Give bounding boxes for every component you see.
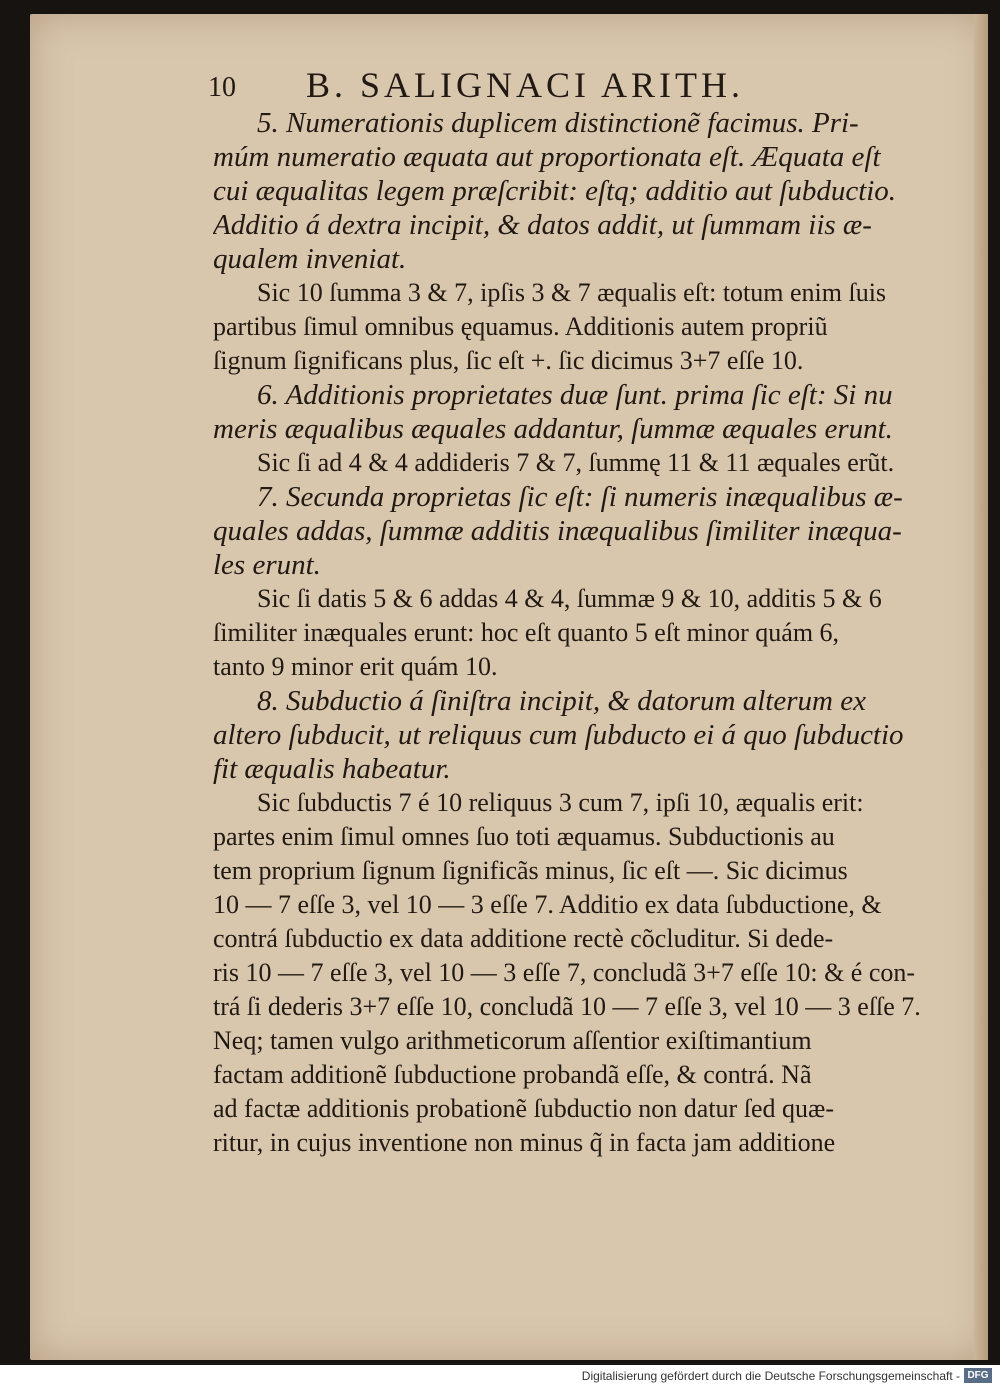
text-line: tem proprium ſignum ſignificãs minus, ſic eſt —. Sic dicimus xyxy=(213,856,848,885)
text-line: Sic 10 ſumma 3 & 7, ipſis 3 & 7 æqualis eſt: totum enim ſuis xyxy=(257,278,887,307)
text-line: 8. Subductio á ſiniſtra incipit, & datorum alterum ex xyxy=(257,685,866,717)
text-line: 10 — 7 eſſe 3, vel 10 — 3 eſſe 7. Additio ex data ſubductione, & xyxy=(213,890,882,919)
body-text xyxy=(213,106,923,1160)
text-line: Sic ſi ad 4 & 4 addideris 7 & 7, ſummę 11 & 11 æquales erũt. xyxy=(257,448,895,477)
footer-bar xyxy=(0,1365,1000,1387)
text-line: meris æqualibus æquales addantur, ſummæ æquales erunt. xyxy=(213,413,893,445)
text-line: qualem inveniat. xyxy=(213,243,407,275)
text-line: ſimiliter inæquales erunt: hoc eſt quanto 5 eſt minor quám 6, xyxy=(213,618,840,647)
text-line: factam additionẽ ſubductione probandã eſſe, & contrá. Nã xyxy=(213,1060,812,1089)
text-line: 7. Secunda proprietas ſic eſt: ſi numeris inæqualibus æ- xyxy=(257,481,903,513)
page-header xyxy=(208,64,808,108)
folio-number: 10 xyxy=(208,72,236,103)
text-line: múm numeratio æquata aut proportionata eſt. Æquata eſt xyxy=(213,141,881,173)
text-line: ſignum ſignificans plus, ſic eſt +. ſic dicimus 3+7 eſſe 10. xyxy=(213,346,804,375)
text-line: quales addas, ſummæ additis inæqualibus ſimiliter inæqua- xyxy=(213,515,902,547)
text-line: Sic ſubductis 7 é 10 reliquus 3 cum 7, ipſi 10, æqualis erit: xyxy=(257,788,864,817)
text-line: les erunt. xyxy=(213,549,321,581)
text-line: tanto 9 minor erit quám 10. xyxy=(213,652,498,681)
text-line: cui æqualitas legem præſcribit: eſtq; additio aut ſubductio. xyxy=(213,175,897,207)
text-line: 5. Numerationis duplicem distinctionẽ facimus. Pri- xyxy=(257,107,859,139)
text-line: trá ſi dederis 3+7 eſſe 10, concludã 10 — 7 eſſe 3, vel 10 — 3 eſſe 7. xyxy=(213,992,921,1021)
text-line: partibus ſimul omnibus ęquamus. Additionis autem propriũ xyxy=(213,312,828,341)
text-line: ritur, in cujus inventione non minus q̃ in facta jam additione xyxy=(213,1128,836,1157)
text-line: altero ſubducit, ut reliquus cum ſubducto ei á quo ſubductio xyxy=(213,719,904,751)
text-line: partes enim ſimul omnes ſuo toti æquamus. Subductionis au xyxy=(213,822,835,851)
digitization-credit: Digitalisierung gefördert durch die Deutsche Forschungsgemeinschaft - xyxy=(581,1369,960,1383)
dfg-logo: DFG xyxy=(964,1368,992,1383)
text-line: ad factæ additionis probationẽ ſubductio non datur ſed quæ- xyxy=(213,1094,834,1123)
text-line: contrá ſubductio ex data additione rectè cõcluditur. Si dede- xyxy=(213,924,834,953)
text-line: Sic ſi datis 5 & 6 addas 4 & 4, ſummæ 9 & 10, additis 5 & 6 xyxy=(257,584,882,613)
text-line: 6. Additionis proprietates duæ ſunt. prima ſic eſt: Si nu xyxy=(257,379,893,411)
text-line: fit æqualis habeatur. xyxy=(213,753,451,785)
page-edge xyxy=(974,14,988,1360)
text-line: Additio á dextra incipit, & datos addit, ut ſummam iis æ- xyxy=(213,209,872,241)
text-line: Neq; tamen vulgo arithmeticorum aſſentior exiſtimantium xyxy=(213,1026,812,1055)
running-title: B. SALIGNACI ARITH. xyxy=(306,65,745,105)
text-line: ris 10 — 7 eſſe 3, vel 10 — 3 eſſe 7, concludã 3+7 eſſe 10: & é con- xyxy=(213,958,916,987)
